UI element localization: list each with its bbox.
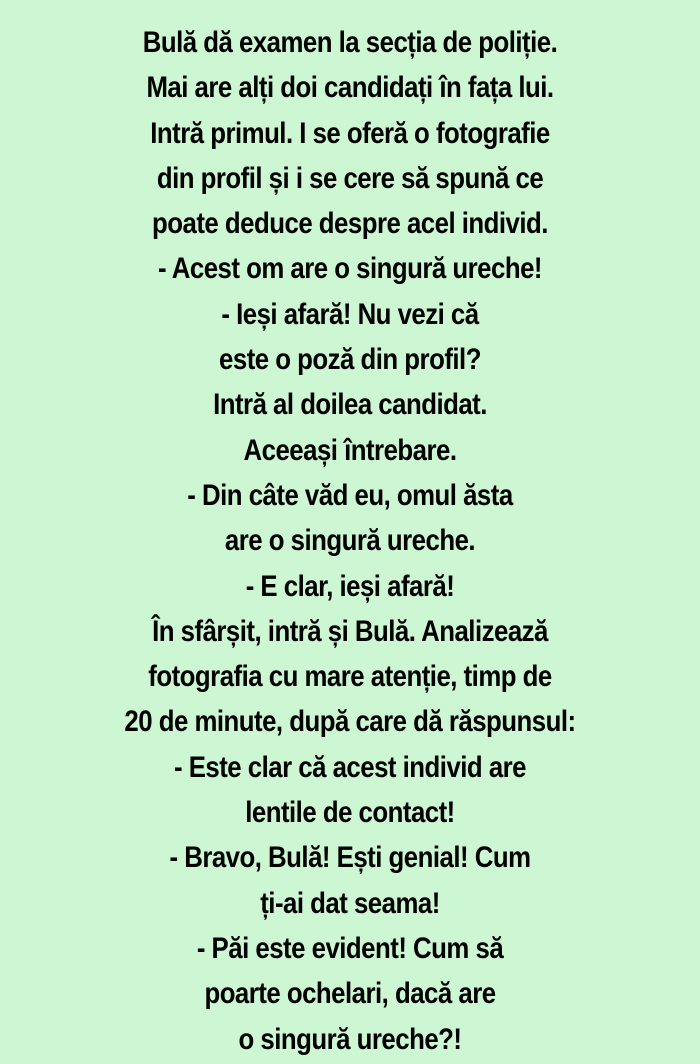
joke-line: are o singură ureche. (224, 524, 476, 558)
joke-line: poarte ochelari, dacă are (204, 977, 496, 1011)
joke-line: Mai are alți doi candidați în fața lui. (146, 71, 554, 105)
joke-line: o singură ureche?! (238, 1022, 462, 1056)
joke-line: Intră primul. I se oferă o fotografie (150, 116, 550, 150)
joke-line: - E clar, ieși afară! (245, 569, 455, 603)
joke-line: - Din câte văd eu, omul ăsta (187, 478, 513, 512)
joke-line: - Acest om are o singură ureche! (158, 252, 542, 286)
joke-line: din profil și i se cere să spună ce (156, 161, 544, 195)
joke-line: Bulă dă examen la secția de poliție. (142, 26, 558, 59)
joke-line: - Păi este evident! Cum să (196, 931, 504, 965)
joke-line: - Bravo, Bulă! Ești genial! Cum (169, 841, 531, 875)
joke-line: Aceeași întrebare. (243, 433, 457, 467)
joke-line: În sfârșit, intră și Bulă. Analizează (152, 614, 548, 648)
joke-line: Intră al doilea candidat. (213, 388, 487, 422)
joke-line: fotografia cu mare atenție, timp de (148, 660, 552, 694)
joke-line: este o poză din profil? (219, 343, 481, 377)
joke-line: - Este clar că acest individ are (173, 750, 527, 784)
joke-line: - Ieși afară! Nu vezi că (221, 297, 479, 331)
joke-line: ți-ai dat seama! (260, 886, 440, 920)
joke-line: lentile de contact! (245, 796, 455, 830)
joke-line: poate deduce despre acel individ. (152, 207, 548, 241)
joke-line: 20 de minute, după care dă răspunsul: (124, 705, 576, 739)
